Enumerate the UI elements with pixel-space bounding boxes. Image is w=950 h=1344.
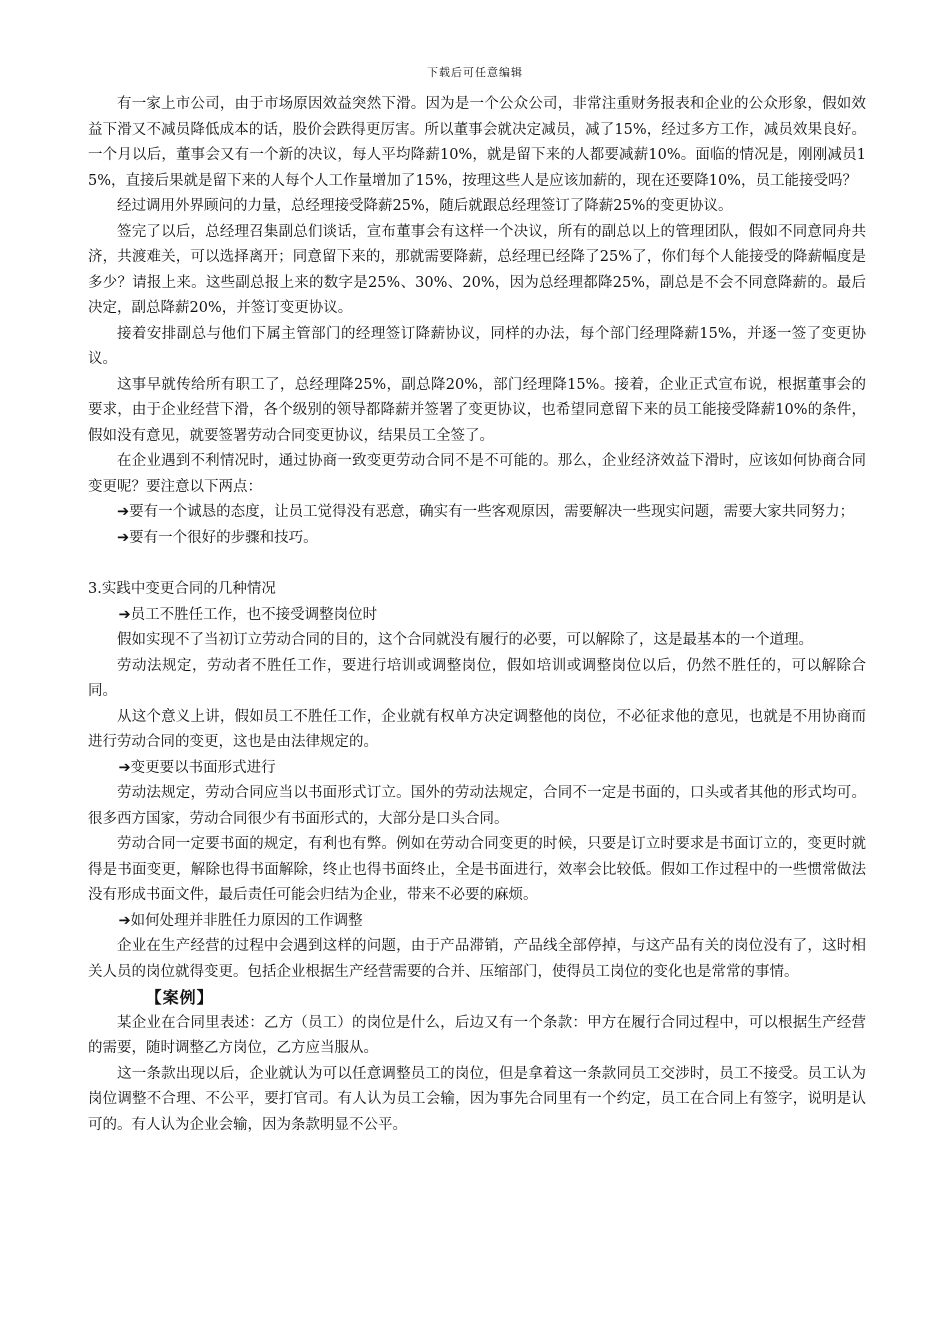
bullet-text: 要有一个很好的步骤和技巧。 [129,529,318,546]
paragraph: 劳动合同一定要书面的规定，有利也有弊。例如在劳动合同变更的时候，只要是订立时要求是书面订立的，变更时就得是书面变更，解除也得书面解除，终止也得书面终止，全是书面进行，效率会比较低。假如工作过程中的一些惯常做法没有形成书面文件，最后责任可能会归结为企业，带来不必要的麻烦。 [88,836,866,903]
bullet-point [88,500,866,526]
paragraph: 经过调用外界顾问的力量，总经理接受降薪25%，随后就跟总经理签订了降薪25%的变更协议。 [117,198,733,214]
paragraph: 劳动法规定，劳动合同应当以书面形式订立。国外的劳动法规定，合同不一定是书面的，口头或者其他的形式均可。很多西方国家，劳动合同很少有书面形式的，大部分是口头合同。 [88,785,866,827]
paragraph: 有一家上市公司，由于市场原因效益突然下滑。因为是一个公众公司，非常注重财务报表和企业的公众形象，假如效益下滑又不减员降低成本的话，股价会跌得更厉害。所以董事会就决定减员，减了15%，经过多方工作，减员效果良好。一个月以后，董事会又有一个新的决议，每人平均降薪10%，就是留下来的人都要减薪10%。面临的情况是，刚刚减员15%，直接后果就是留下来的人每个人工作量增加了15%，按理这些人是应该加薪的，现在还要降10%，员工能接受吗？ [88,96,866,189]
subheading [88,909,866,935]
subheading [88,756,866,782]
arrow-icon: ➔ [118,759,131,776]
paragraph: 签完了以后，总经理召集副总们谈话，宣布董事会有这样一个决议，所有的副总以上的管理团队，假如不同意同舟共济，共渡难关，可以选择离开；同意留下来的，那就需要降薪，总经理已经降了25%了，你们每个人能接受的降薪幅度是多少？请报上来。这些副总报上来的数字是25%、30%、20%，因为总经理都降25%，副总是不会不同意降薪的。最后决定，副总降薪20%，并签订变更协议。 [88,223,866,316]
arrow-icon: ➔ [117,529,130,546]
subheading-text: 变更要以书面形式进行 [130,759,276,776]
paragraph: 企业在生产经营的过程中会遇到这样的问题，由于产品滞销，产品线全部停掉，与这产品有关的岗位没有了，这时相关人员的岗位就得变更。包括企业根据生产经营需要的合并、压缩部门，使得员工岗位的变化也是常常的事情。 [88,938,866,980]
subheading [88,603,866,629]
page-header: 下载后可任意编辑 [427,66,523,79]
paragraph: 接着安排副总与他们下属主管部门的经理签订降薪协议，同样的办法，每个部门经理降薪15%，并逐一签了变更协议。 [88,325,866,367]
subheading-text: 如何处理并非胜任力原因的工作调整 [130,912,363,929]
paragraph: 从这个意义上讲，假如员工不胜任工作，企业就有权单方决定调整他的岗位，不必征求他的意见，也就是不用协商而进行劳动合同的变更，这也是由法律规定的。 [88,708,866,750]
section-heading: 3.实践中变更合同的几种情况 [88,581,276,597]
arrow-icon: ➔ [117,504,130,520]
paragraph: 这事早就传给所有职工了，总经理降25%，副总降20%，部门经理降15%。接着，企业正式宣布说，根据董事会的要求，由于企业经营下滑，各个级别的领导都降薪并签署了变更协议，也希望同意留下来的员工能接受降薪10%的条件，假如没有意见，就要签署劳动合同变更协议，结果员工全签了。 [88,376,866,444]
bullet-text: 要有一个诚恳的态度，让员工觉得没有恶意，确实有一些客观原因，需要解决一些现实问题，需要大家共同努力； [129,504,855,520]
bullet-point [88,526,866,552]
spacer [88,551,866,577]
paragraph: 劳动法规定，劳动者不胜任工作，要进行培训或调整岗位，假如培训或调整岗位以后，仍然不胜任的，可以解除合同。 [88,657,866,699]
paragraph: 假如实现不了当初订立劳动合同的目的，这个合同就没有履行的必要，可以解除了，这是最基本的一个道理。 [117,632,813,648]
case-label: 【案例】 [145,988,214,1007]
arrow-icon: ➔ [118,606,131,623]
paragraph: 某企业在合同里表述：乙方（员工）的岗位是什么，后边又有一个条款：甲方在履行合同过程中，可以根据生产经营的需要，随时调整乙方岗位，乙方应当服从。 [88,1014,866,1056]
document-body [88,92,866,1138]
arrow-icon: ➔ [118,912,131,929]
paragraph: 在企业遇到不利情况时，通过协商一致变更劳动合同不是不可能的。那么，企业经济效益下滑时，应该如何协商合同变更呢？要注意以下两点： [88,453,866,495]
subheading-text: 员工不胜任工作，也不接受调整岗位时 [130,606,378,623]
paragraph: 这一条款出现以后，企业就认为可以任意调整员工的岗位，但是拿着这一条款同员工交涉时，员工不接受。员工认为岗位调整不合理、不公平，要打官司。有人认为员工会输，因为事先合同里有一个约定，员工在合同上有签字，说明是认可的。有人认为企业会输，因为条款明显不公平。 [88,1065,866,1133]
